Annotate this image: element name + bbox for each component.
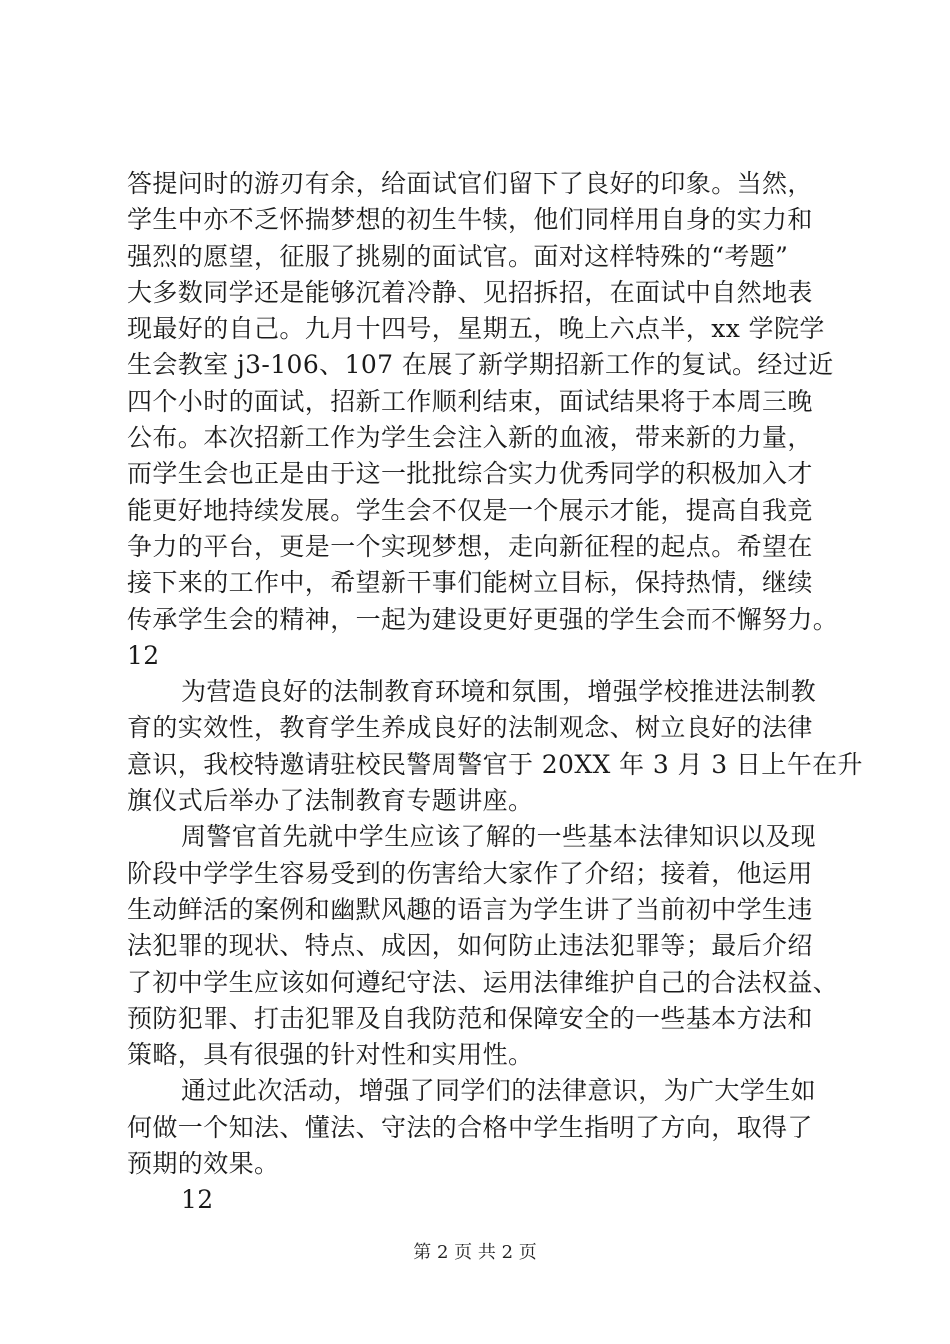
text-line: 阶段中学学生容易受到的伤害给大家作了介绍；接着，他运用 <box>127 858 813 888</box>
text-line: 了初中学生应该如何遵纪守法、运用法律维护自己的合法权益、 <box>127 967 839 997</box>
text-line: 育的实效性，教育学生养成良好的法制观念、树立良好的法律 <box>127 713 813 743</box>
paragraph-first-line: 通过此次活动，增强了同学们的法律意识，为广大学生如 <box>181 1076 817 1106</box>
paragraph-first-line: 为营造良好的法制教育环境和氛围，增强学校推进法制教 <box>181 677 817 707</box>
text-line: 大多数同学还是能够沉着冷静、见招拆招，在面试中自然地表 <box>127 277 813 307</box>
text-line: 强烈的愿望，征服了挑剔的面试官。面对这样特殊的“考题” <box>127 241 789 271</box>
text-line: 能更好地持续发展。学生会不仅是一个展示才能，提高自我竞 <box>127 495 813 525</box>
text-line: 而学生会也正是由于这一批批综合实力优秀同学的积极加入才 <box>127 459 813 489</box>
text-line: 传承学生会的精神，一起为建设更好更强的学生会而不懈努力。 <box>127 604 839 634</box>
text-line: 旗仪式后举办了法制教育专题讲座。 <box>127 786 534 816</box>
text-line: 12 <box>127 640 160 670</box>
text-line: 何做一个知法、懂法、守法的合格中学生指明了方向，取得了 <box>127 1112 813 1142</box>
text-line: 公布。本次招新工作为学生会注入新的血液，带来新的力量， <box>127 423 813 453</box>
text-line: 生会教室 j3-106、107 在展了新学期招新工作的复试。经过近 <box>127 350 834 380</box>
text-line: 12 <box>181 1185 214 1215</box>
text-line: 策略，具有很强的针对性和实用性。 <box>127 1040 534 1070</box>
text-line: 法犯罪的现状、特点、成因，如何防止违法犯罪等；最后介绍 <box>127 931 813 961</box>
text-line: 生动鲜活的案例和幽默风趣的语言为学生讲了当前初中学生违 <box>127 894 813 924</box>
text-line: 四个小时的面试，招新工作顺利结束，面试结果将于本周三晚 <box>127 386 813 416</box>
text-line: 接下来的工作中，希望新干事们能树立目标，保持热情，继续 <box>127 568 813 598</box>
page-footer <box>0 1241 950 1265</box>
page-number-label: 第 2 页 共 2 页 <box>413 1242 537 1263</box>
text-line: 预期的效果。 <box>127 1149 280 1179</box>
text-line: 预防犯罪、打击犯罪及自我防范和保障安全的一些基本方法和 <box>127 1003 813 1033</box>
text-line: 现最好的自己。九月十四号，星期五，晚上六点半，xx 学院学 <box>127 314 825 344</box>
text-line: 意识，我校特邀请驻校民警周警官于 20XX 年 3 月 3 日上午在升 <box>127 749 863 779</box>
text-line: 学生中亦不乏怀揣梦想的初生牛犊，他们同样用自身的实力和 <box>127 205 813 235</box>
text-line: 答提问时的游刃有余，给面试官们留下了良好的印象。当然， <box>127 169 813 198</box>
text-line: 争力的平台，更是一个实现梦想，走向新征程的起点。希望在 <box>127 531 813 561</box>
document-body <box>127 166 863 1219</box>
paragraph-first-line: 周警官首先就中学生应该了解的一些基本法律知识以及现 <box>181 822 817 852</box>
